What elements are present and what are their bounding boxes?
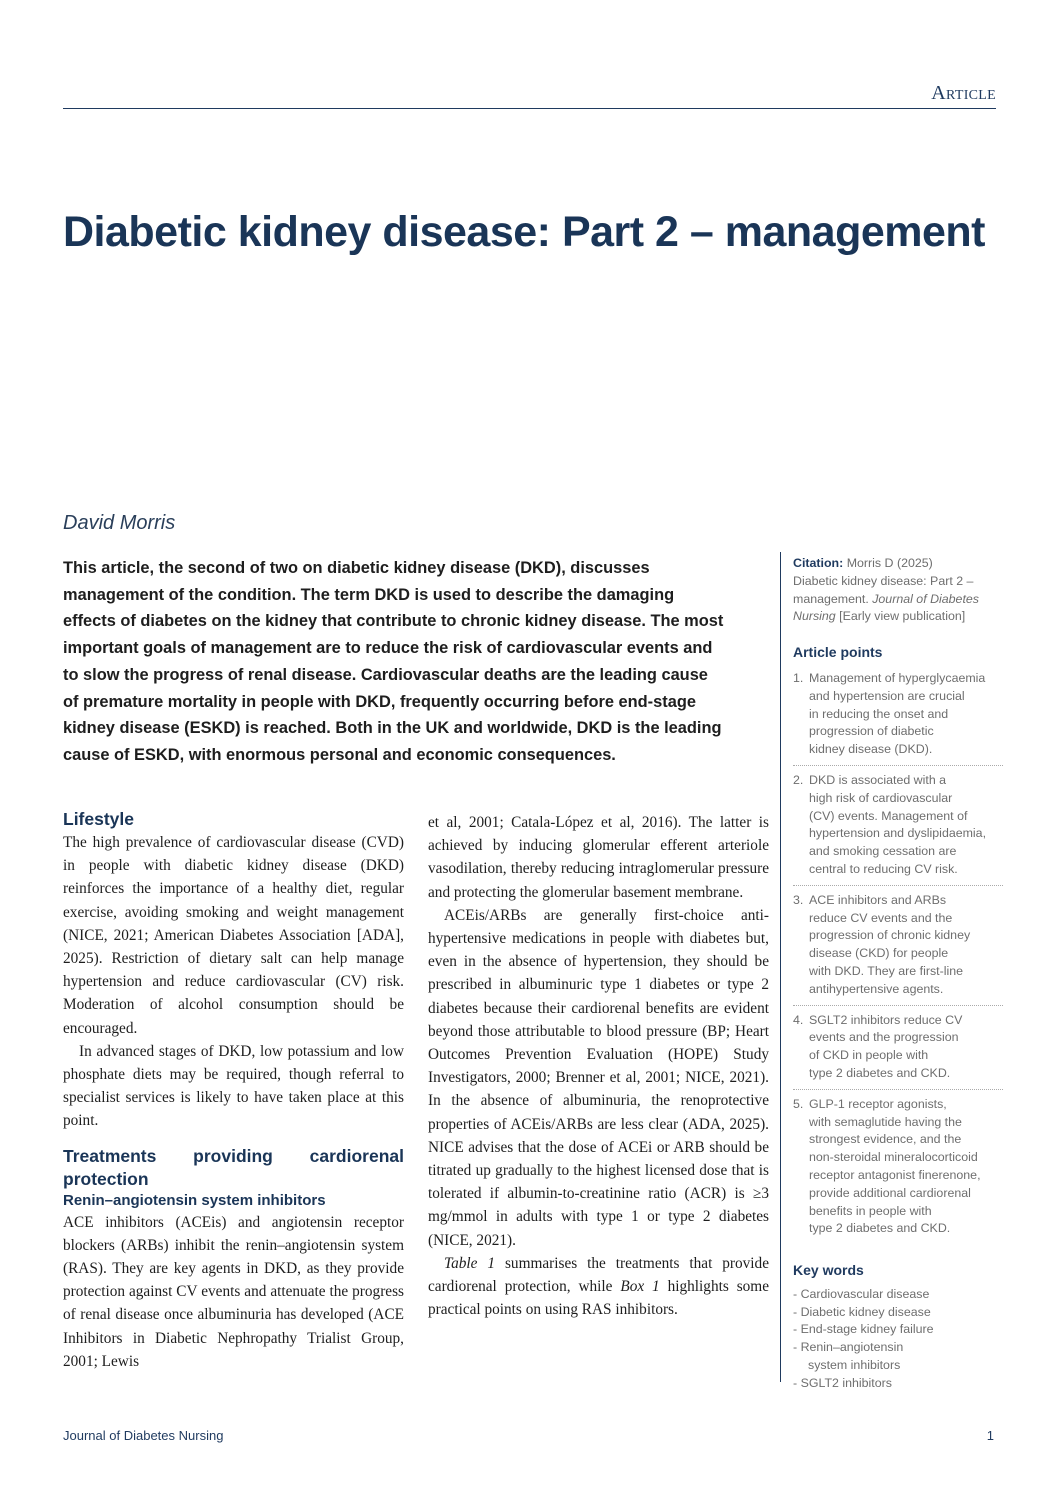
body-column-left bbox=[63, 808, 404, 1373]
keywords-heading: Key words bbox=[793, 1262, 864, 1279]
article-point-text: SGLT2 inhibitors reduce CV bbox=[809, 1012, 963, 1027]
article-point-number: 1. bbox=[793, 670, 804, 685]
citation-text: Morris D (2025) bbox=[846, 556, 933, 570]
citation bbox=[793, 555, 1003, 626]
article-point bbox=[793, 1010, 1003, 1090]
article-point bbox=[793, 890, 1003, 1006]
abstract-line: cause of ESKD, with enormous personal and economic consequences. bbox=[63, 745, 616, 764]
article-point-text: receptor antagonist finerenone, bbox=[809, 1167, 981, 1182]
article-point-text: disease (CKD) for people bbox=[809, 946, 949, 961]
citation-text: Diabetic kidney disease: Part 2 – bbox=[793, 573, 974, 588]
keyword: - SGLT2 inhibitors bbox=[793, 1375, 892, 1390]
article-point-number: 4. bbox=[793, 1012, 804, 1027]
article-point-text: hypertension and dyslipidaemia, bbox=[809, 826, 987, 841]
article-point-text: kidney disease (DKD). bbox=[809, 742, 933, 757]
article-point-text: progression of chronic kidney bbox=[809, 928, 971, 943]
header-rule bbox=[63, 108, 996, 109]
article-point-text: and hypertension are crucial bbox=[809, 688, 965, 703]
article-point-text: with semaglutide having the bbox=[809, 1114, 962, 1129]
abstract-line: important goals of management are to reduce the risk of cardiovascular events and bbox=[63, 639, 713, 658]
article-point bbox=[793, 770, 1003, 886]
section-heading-lifestyle: Lifestyle bbox=[63, 809, 134, 829]
article-point-text: reduce CV events and the bbox=[809, 910, 953, 925]
article-point-text: high risk of cardiovascular bbox=[809, 790, 953, 805]
article-point bbox=[793, 1094, 1003, 1244]
article-point-text: type 2 diabetes and CKD. bbox=[809, 1065, 951, 1080]
article-point-text: Management of hyperglycaemia bbox=[809, 670, 986, 685]
section-heading-treatments: Treatments providing cardiorenal protection bbox=[63, 1145, 404, 1189]
article-point-text: strongest evidence, and the bbox=[809, 1132, 962, 1147]
citation-label: Citation: bbox=[793, 556, 844, 570]
article-point-text: progression of diabetic bbox=[809, 724, 934, 739]
sidebar-rule bbox=[780, 552, 781, 1382]
article-point-number: 2. bbox=[793, 772, 804, 787]
citation-journal: Journal of Diabetes bbox=[872, 591, 979, 606]
abstract-line: This article, the second of two on diabetic kidney disease (DKD), discusses bbox=[63, 559, 650, 577]
body-paragraph: The high prevalence of cardiovascular disease (CVD) in people with diabetic kidney disease (DKD) reinforces the importance of a healthy diet, regular exercise, avoiding smoking and weight management (NICE, 2021; American Diabetes Association [ADA], 2025). Restriction of dietary salt can help manage hypertension and reduce cardiovascular (CV) risk. Moderation of alcohol consumption should be encouraged. bbox=[63, 834, 404, 1037]
article-point-text: ACE inhibitors and ARBs bbox=[809, 892, 947, 907]
article-title: Diabetic kidney disease: Part 2 – management bbox=[63, 208, 986, 256]
article-point-text: of CKD in people with bbox=[809, 1048, 929, 1063]
table-reference: Table 1 bbox=[444, 1254, 496, 1272]
article-point-text: type 2 diabetes and CKD. bbox=[809, 1221, 951, 1236]
section-tag: Article bbox=[931, 82, 996, 104]
article-point-text: DKD is associated with a bbox=[809, 772, 947, 787]
citation-text: [Early view publication] bbox=[839, 609, 966, 624]
article-point-text: provide additional cardiorenal bbox=[809, 1185, 971, 1200]
article-point-text: antihypertensive agents. bbox=[809, 981, 944, 996]
article-point-text: GLP-1 receptor agonists, bbox=[809, 1096, 947, 1111]
subsection-heading-ras: Renin–angiotensin system inhibitors bbox=[63, 1191, 326, 1209]
abstract bbox=[63, 555, 763, 769]
body-paragraph: Table 1 summarises the treatments that provide cardiorenal protection, while Box 1 highlights some practical points on using RAS inhibitors. bbox=[428, 1254, 769, 1319]
article-point-text: non-steroidal mineralocorticoid bbox=[809, 1150, 978, 1165]
page-number: 1 bbox=[986, 1428, 994, 1443]
abstract-line: kidney disease (ESKD) is reached. Both in the UK and worldwide, DKD is the leading bbox=[63, 719, 722, 738]
box-reference: Box 1 bbox=[620, 1278, 660, 1296]
keyword: - Diabetic kidney disease bbox=[793, 1304, 931, 1319]
body-paragraph: ACE inhibitors (ACEis) and angiotensin receptor blockers (ARBs) inhibit the renin–angiotensin system (RAS). They are key agents in DKD, as they provide protection against CV events and attenuate the progress of renal disease once albuminuria has developed (ACE Inhibitors in Diabetic Nephropathy Trialist Group, 2001; Lewis bbox=[63, 1213, 404, 1370]
article-point-text: events and the progression bbox=[809, 1030, 959, 1045]
abstract-line: of premature mortality in people with DKD, frequently occurring before end-stage bbox=[63, 692, 696, 711]
keyword: system inhibitors bbox=[808, 1358, 901, 1373]
citation-text: management. bbox=[793, 591, 869, 606]
body-column-right bbox=[428, 811, 769, 1321]
article-point-text: and smoking cessation are bbox=[809, 844, 957, 859]
body-paragraph: ACEis/ARBs are generally first-choice anti-hypertensive medications in people with diabetes but, even in the absence of hypertension, they should be prescribed in albuminuric type 1 diabetes or type 2 diabetes because their cardiorenal benefits are evident beyond those attributable to blood pressure (BP; Heart Outcomes Prevention Evaluation (HOPE) Study Investigators, 2000; Brenner et al, 2001; NICE, 2021). In the absence of albuminuria, the renoprotective properties of ACEis/ARBs are less clear (ADA, 2025). NICE advises that the dose of ACEi or ARB should be titrated up gradually to the highest licensed dose that is tolerated if albumin-to-creatinine ratio (ACR) is ≥3 mg/mmol in adults with type 1 or type 2 diabetes (NICE, 2021). bbox=[428, 906, 769, 1249]
article-point bbox=[793, 668, 1003, 766]
article-point-text: with DKD. They are first-line bbox=[809, 963, 964, 978]
body-paragraph: In advanced stages of DKD, low potassium and low phosphate diets may be required, though referral to specialist services is likely to have taken place at this point. bbox=[63, 1042, 404, 1130]
article-point-text: in reducing the onset and bbox=[809, 706, 949, 721]
abstract-line: management of the condition. The term DKD is used to describe the damaging bbox=[63, 585, 675, 604]
sidebar bbox=[793, 555, 1003, 1393]
article-points-heading: Article points bbox=[793, 644, 883, 661]
keywords-list bbox=[793, 1286, 1003, 1393]
abstract-line: effects of diabetes on the kidney that contribute to chronic kidney disease. The most bbox=[63, 612, 724, 631]
footer-journal: Journal of Diabetes Nursing bbox=[63, 1428, 224, 1443]
article-points-list bbox=[793, 668, 1003, 1244]
author-name: David Morris bbox=[63, 512, 176, 534]
body-paragraph: et al, 2001; Catala-López et al, 2016). The latter is achieved by inducing glomerular efferent arteriole vasodilation, thereby reducing intraglomerular pressure and protecting the glomerular basement membrane. bbox=[428, 814, 769, 901]
article-point-text: (CV) events. Management of bbox=[809, 808, 968, 823]
abstract-line: to slow the progress of renal disease. Cardiovascular deaths are the leading cause bbox=[63, 665, 708, 684]
article-point-text: central to reducing CV risk. bbox=[809, 861, 958, 876]
keyword: - Renin–angiotensin bbox=[793, 1340, 904, 1355]
keyword: - Cardiovascular disease bbox=[793, 1286, 930, 1301]
keyword: - End-stage kidney failure bbox=[793, 1322, 934, 1337]
article-point-text: benefits in people with bbox=[809, 1203, 932, 1218]
article-point-number: 3. bbox=[793, 892, 804, 907]
citation-journal: Nursing bbox=[793, 609, 836, 624]
article-point-number: 5. bbox=[793, 1096, 804, 1111]
